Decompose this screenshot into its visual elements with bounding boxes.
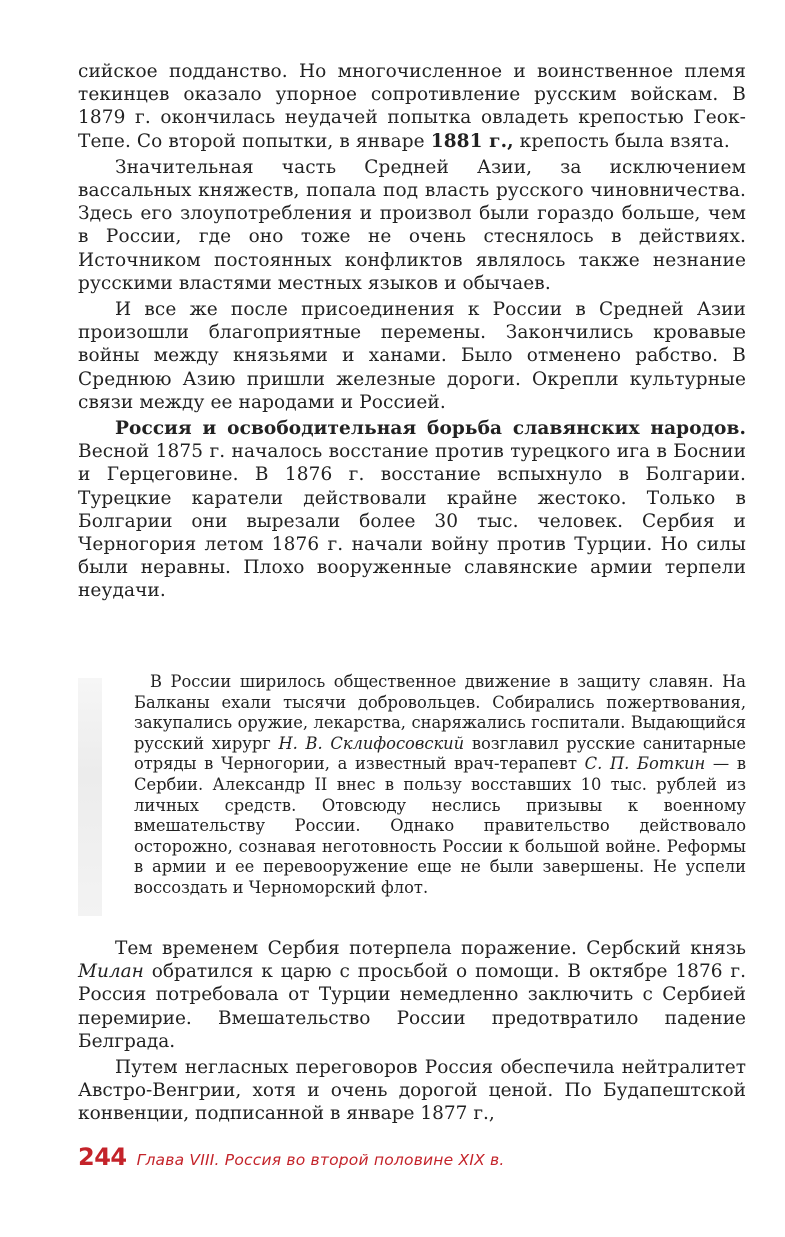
section-heading: Россия и освободительная борьба славянских народов. (115, 418, 746, 440)
bold-date: 1881 г., (430, 130, 514, 152)
chapter-title: Глава VIII. Россия во второй половине XIX в. (136, 1151, 505, 1169)
paragraph-text: Весной 1875 г. началось восстание против турецкого ига в Боснии и Герцеговине. В 1876 г. восстание вспыхнуло в Болгарии. Турецкие каратели действовали крайне жестоко. Только в Болгарии они вырезали более 30 тыс. человек. Сербия и Черногория летом 1876 г. начали войну против Турции. Но силы были неравны. Плохо вооруженные славянские армии терпели неудачи. (78, 441, 746, 602)
person-name: Милан (78, 961, 144, 983)
small-print-block (78, 672, 746, 899)
paragraph-4 (78, 417, 746, 603)
paragraph-text-end: крепость была взята. (513, 130, 730, 152)
page-footer (78, 1143, 505, 1171)
small-print-text (134, 672, 746, 899)
small-text-part: — в Сербии. Александр II внес в пользу восставших 10 тыс. рублей из личных средств. Отовсюду неслись призывы к военному вмешательству России. Однако правительство действовало осторожно, сознавая неготовность России к большой войне. Реформы в армии и ее перевооружение еще не были завершены. Не успели воссоздать и Черноморский флот. (134, 754, 746, 897)
paragraph-text: Тем временем Сербия потерпела поражение. Сербский князь (115, 938, 746, 959)
paragraph-text: сийское подданство. Но многочисленное и воинственное племя текинцев оказало упорное сопротивление русским войскам. В 1879 г. окончилась неудачей попытка овладеть крепостью Геок-Тепе. Со второй попытки, в январе (78, 61, 746, 152)
paragraph-6: Путем негласных переговоров Россия обеспечила нейтралитет Австро-Венгрии, хотя и очень дорогой ценой. По Будапештской конвенции, подписанной в январе 1877 г., (78, 1057, 746, 1125)
main-text-top (78, 60, 746, 603)
paragraph-1 (78, 60, 746, 153)
paragraph-3: И все же после присоединения к России в Средней Азии произошли благоприятные перемены. Закончились кровавые войны между князьями и ханами. Было отменено рабство. В Среднюю Азию пришли железные дороги. Окрепли культурные связи между ее народами и Россией. (78, 299, 746, 413)
paragraph-text: обратился к царю с просьбой о помощи. В октябре 1876 г. Россия потребовала от Турции немедленно заключить с Сербией перемирие. Вмешательство России предотвратило падение Белграда. (78, 961, 746, 1052)
paragraph-5 (78, 937, 746, 1053)
small-text-part: В России ширилось общественное движение в защиту славян. На Балканы ехали тысячи добровольцев. Собирались пожертвования, закупались оружие, лекарства, снаряжались госпитали. Выдающийся русский хирург (134, 672, 746, 753)
person-name: Н. В. Склифосовский (278, 733, 465, 753)
paragraph-2: Значительная часть Средней Азии, за исключением вассальных княжеств, попала под власть русского чиновничества. Здесь его злоупотребления и произвол были гораздо больше, чем в России, где оно тоже не очень стеснялось в действиях. Источником постоянных конфликтов являлось также незнание русскими властями местных языков и обычаев. (78, 156, 746, 294)
side-marker-bar (78, 678, 102, 916)
person-name: С. П. Боткин (584, 754, 706, 774)
main-text-bottom (78, 937, 746, 1126)
small-text-part: возглавил русские санитарные отряды в Черногории, а известный врач-терапевт (134, 733, 747, 774)
small-paragraph (134, 672, 746, 899)
page-number: 244 (78, 1143, 127, 1171)
